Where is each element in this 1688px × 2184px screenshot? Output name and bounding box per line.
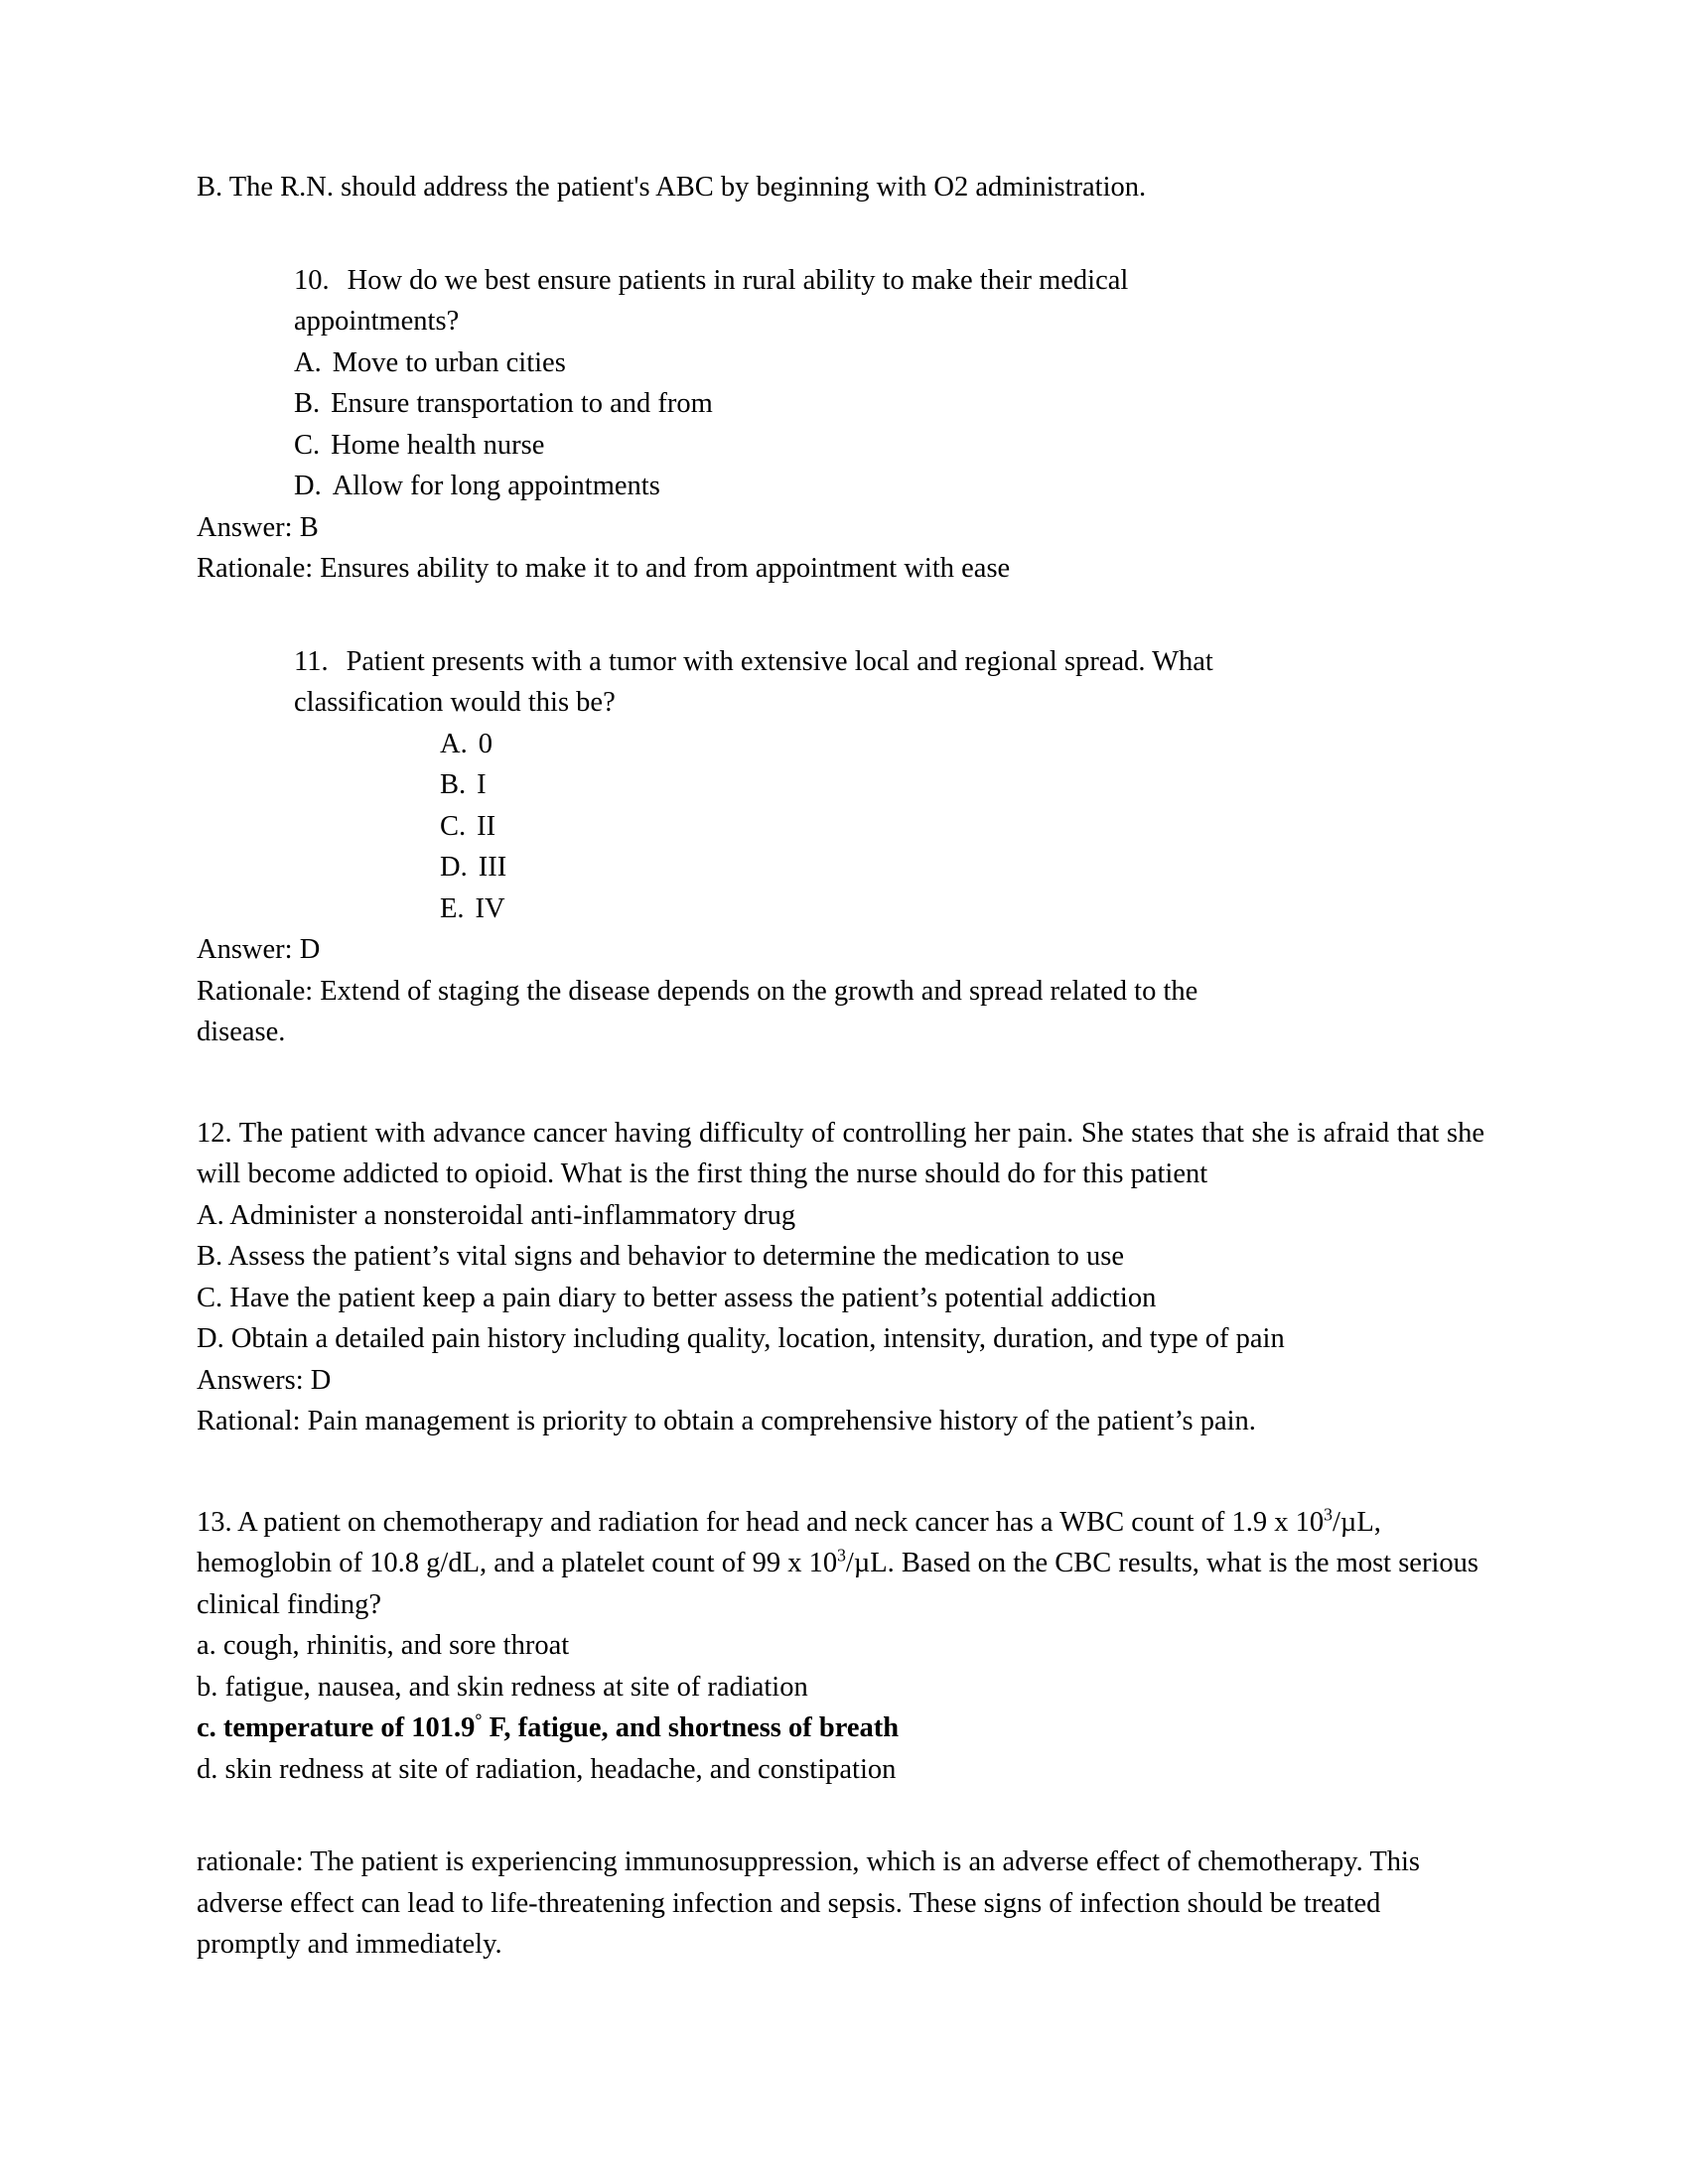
choice-letter: A.: [440, 728, 468, 759]
question-11-answer: Answer: D: [197, 934, 321, 965]
question-13-stem: [197, 1502, 1484, 1626]
question-11-stem-text1: Patient presents with a tumor with extensive local and regional spread. What: [346, 645, 1213, 677]
question-13-stem-part2: /µL, hemoglobin of 10.8 g/dL, and a platelet count of 99 x 10: [197, 1506, 1381, 1578]
choice-text: IV: [475, 892, 505, 924]
choice-text: Allow for long appointments: [332, 471, 660, 501]
question-13-choice-c-part1: c. temperature of 101.9: [197, 1712, 476, 1743]
question-11-rationale-line2: disease.: [197, 1017, 286, 1047]
choice-text: Move to urban cities: [332, 346, 566, 378]
question-13-choice-b: b. fatigue, nausea, and skin redness at site of radiation: [197, 1671, 808, 1703]
choice-letter: B.: [294, 388, 321, 419]
choice-letter: D.: [440, 852, 468, 883]
question-12-answer: Answers: D: [197, 1364, 332, 1396]
question-12-choice-b: B. Assess the patient’s vital signs and behavior to determine the medication to use: [197, 1241, 1124, 1272]
question-12-stem: 12. The patient with advance cancer having difficulty of controlling her pain. She states that she is afraid that she will become addicted to opioid. What is the first thing the nurse should do for this patient: [197, 1117, 1484, 1189]
question-13-choice-a: a. cough, rhinitis, and sore throat: [197, 1630, 570, 1661]
question-13-choice-c: [197, 1707, 1484, 1749]
question-12-choice-c: C. Have the patient keep a pain diary to better assess the patient’s potential addiction: [197, 1282, 1157, 1313]
question-11-choice-b: [440, 764, 1484, 806]
question-11-block: [294, 641, 1484, 930]
question-13-superscript-2: 3: [837, 1545, 846, 1566]
question-13-stem-part1: 13. A patient on chemotherapy and radiation for head and neck cancer has a WBC count of 1.9 x 10: [197, 1506, 1325, 1538]
degree-symbol: °: [475, 1709, 483, 1730]
question-10-choice-c: [294, 425, 1484, 467]
carryover-answer-line: B. The R.N. should address the patient's ABC by beginning with O2 administration.: [197, 172, 1147, 203]
spacer: [197, 590, 1484, 641]
choice-letter: E.: [440, 892, 465, 924]
question-10-rationale: Rationale: Ensures ability to make it to and from appointment with ease: [197, 553, 1011, 584]
choice-text: III: [478, 852, 507, 883]
question-13-rationale: rationale: The patient is experiencing immunosuppression, which is an adverse effect of chemotherapy. This adverse effect can lead to life-threatening infection and sepsis. These signs of infection should be treated promptly and immediately.: [197, 1846, 1420, 1960]
question-10-stem-line2: appointments?: [294, 306, 460, 337]
question-11-number: 11.: [294, 645, 329, 677]
choice-text: Ensure transportation to and from: [331, 388, 713, 419]
question-10-stem-line1: [294, 260, 1484, 302]
question-11-stem-line2: classification would this be?: [294, 687, 616, 718]
question-11-choices: [440, 724, 1484, 930]
question-13-choice-d: d. skin redness at site of radiation, headache, and constipation: [197, 1753, 897, 1785]
question-12-choice-d: D. Obtain a detailed pain history including quality, location, intensity, duration, and type of pain: [197, 1323, 1285, 1354]
question-10-stem-text1: How do we best ensure patients in rural ability to make their medical: [347, 264, 1129, 296]
question-12-choice-a: A. Administer a nonsteroidal anti-inflammatory drug: [197, 1199, 796, 1231]
spacer: [197, 1442, 1484, 1502]
question-11-choice-c: [440, 806, 1484, 848]
question-12-rationale: Rational: Pain management is priority to obtain a comprehensive history of the patient’s pain.: [197, 1406, 1256, 1436]
choice-letter: A.: [294, 346, 322, 378]
question-10-number: 10.: [294, 264, 330, 296]
spacer: [197, 208, 1484, 260]
spacer: [197, 1790, 1484, 1842]
question-10-answer: Answer: B: [197, 511, 319, 543]
choice-text: 0: [478, 728, 492, 759]
choice-letter: D.: [294, 471, 322, 501]
question-13-choice-c-part2: F, fatigue, and shortness of breath: [482, 1712, 900, 1743]
question-13-superscript-1: 3: [1324, 1504, 1333, 1524]
question-11-stem-line1: [294, 641, 1484, 683]
question-11-rationale-line1: Rationale: Extend of staging the disease depends on the growth and spread related to the: [197, 975, 1198, 1007]
choice-letter: B.: [440, 769, 467, 800]
spacer: [197, 1053, 1484, 1113]
choice-letter: C.: [440, 810, 467, 842]
question-11-choice-a: [440, 724, 1484, 765]
question-10-block: [294, 260, 1484, 507]
choice-letter: C.: [294, 429, 321, 461]
choice-text: II: [477, 810, 496, 842]
question-13-stem-part3: /µL. Based on the CBC results, what is the most serious clinical finding?: [197, 1548, 1478, 1620]
question-11-choice-e: [440, 888, 1484, 930]
question-10-choice-d: [294, 466, 1484, 507]
choice-text: I: [477, 769, 487, 800]
document-body: [197, 167, 1484, 1966]
question-10-choice-a: [294, 342, 1484, 384]
question-11-choice-d: [440, 847, 1484, 888]
question-10-choice-b: [294, 383, 1484, 425]
choice-text: Home health nurse: [331, 429, 545, 461]
